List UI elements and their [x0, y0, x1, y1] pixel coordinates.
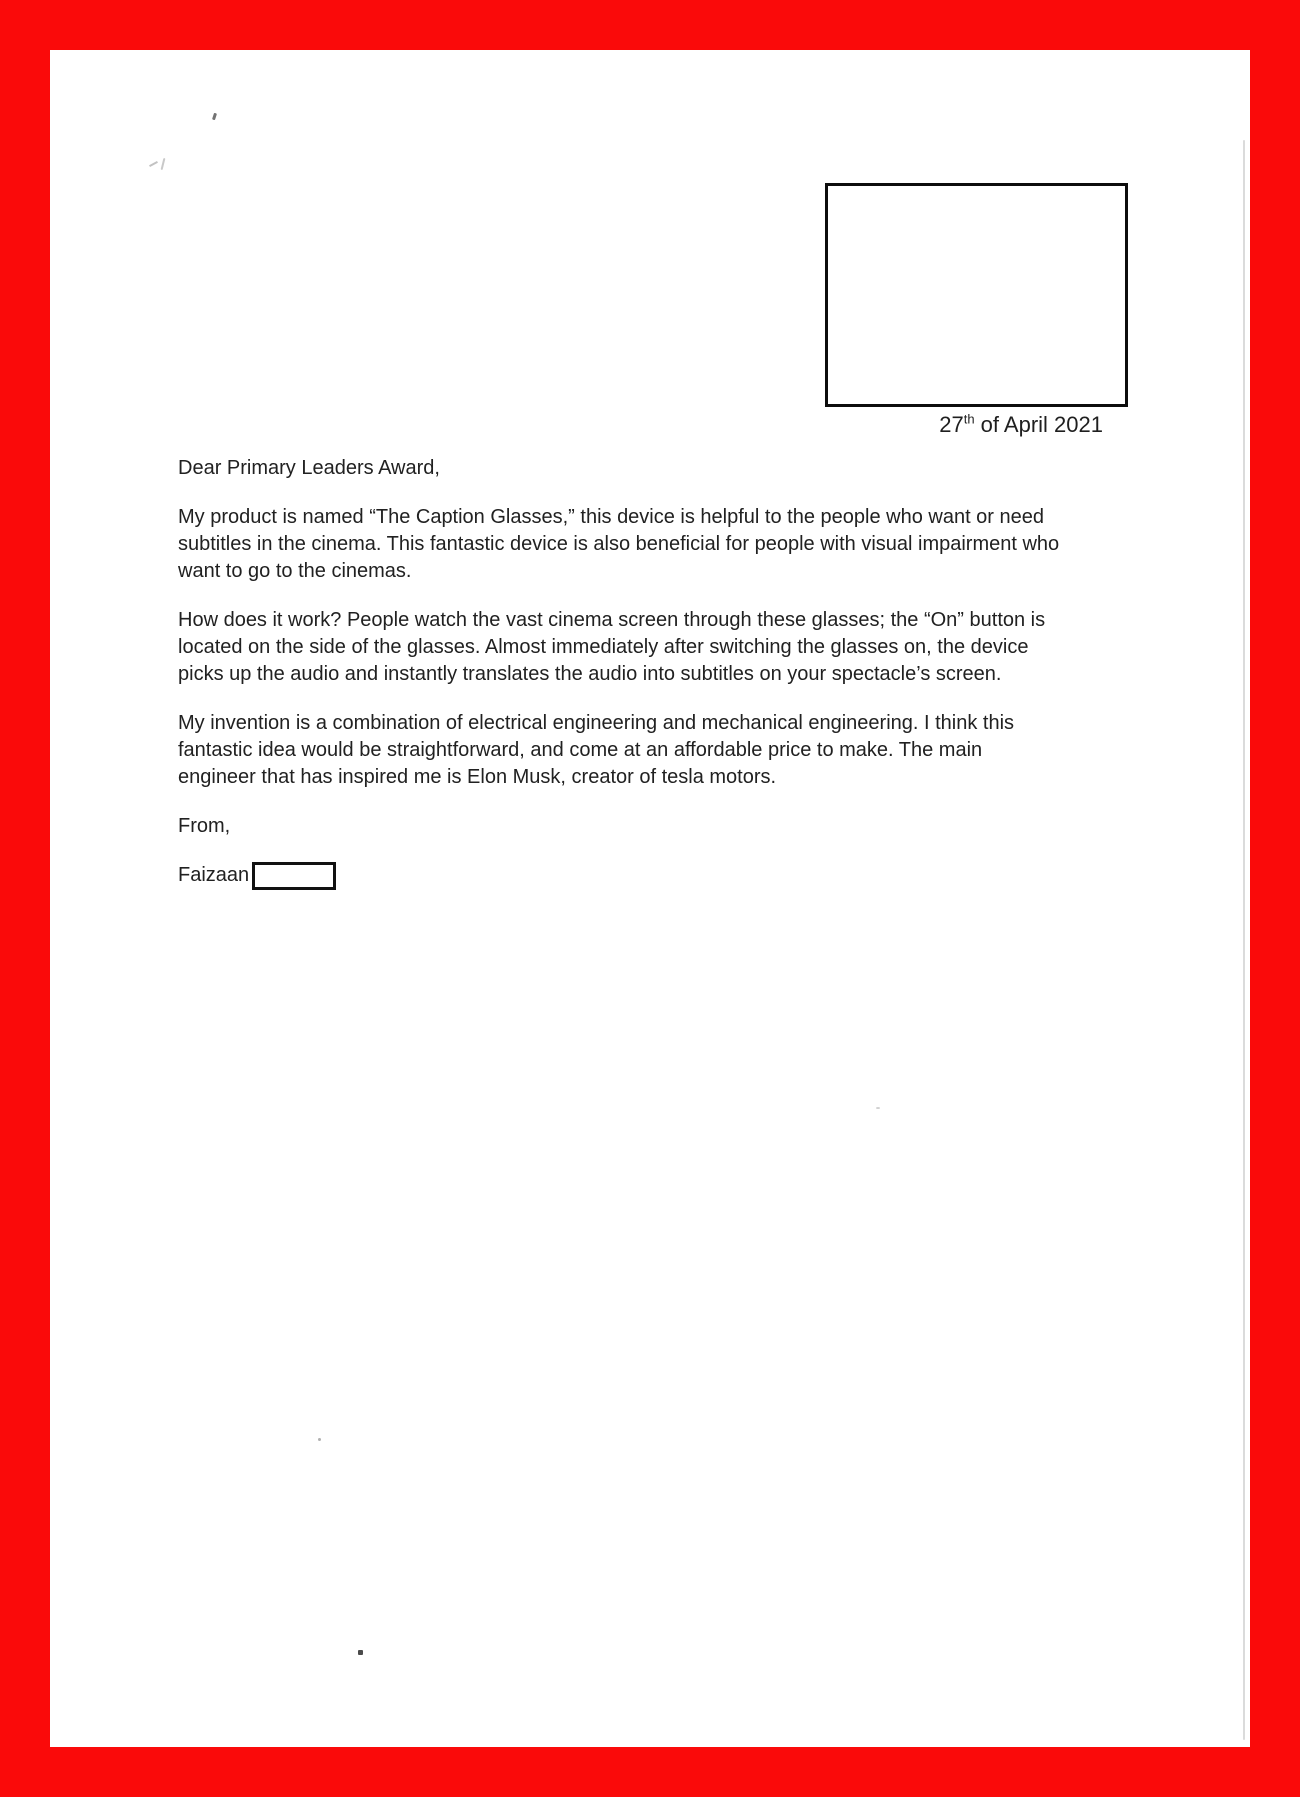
- greeting: [178, 455, 1128, 482]
- scan-edge-shadow: [1243, 140, 1245, 1740]
- scan-artifact-pencil-mark: [161, 158, 166, 170]
- signature-name: Faizaan: [178, 864, 250, 886]
- paragraph-line: want to go to the cinemas.: [178, 560, 412, 582]
- paragraph-line: My product is named “The Caption Glasses,” this device is helpful to the people who want or need: [178, 506, 1045, 528]
- paragraph-invention: [178, 710, 1128, 791]
- greeting-text: Dear Primary Leaders Award,: [178, 457, 440, 479]
- letter-body: [178, 455, 1128, 889]
- empty-photo-placeholder-box: [825, 183, 1128, 407]
- date-ordinal: th: [963, 411, 975, 427]
- closing: [178, 813, 1128, 840]
- signature-row: [178, 862, 1128, 889]
- paragraph-how-it-works: [178, 607, 1128, 688]
- letter-date: [700, 412, 1103, 438]
- scan-artifact-dot: [358, 1650, 363, 1655]
- paragraph-line: My invention is a combination of electrical engineering and mechanical engineering. I think this: [178, 712, 1015, 734]
- paragraph-line: fantastic idea would be straightforward, and come at an affordable price to make. The main: [178, 739, 983, 761]
- closing-text: From,: [178, 815, 231, 837]
- scan-artifact-dot: [876, 1107, 880, 1109]
- scan-artifact-dot: [318, 1438, 321, 1441]
- scan-artifact-pencil-mark: [149, 161, 158, 167]
- scan-artifact-mark: [212, 113, 217, 121]
- date-day: 27: [939, 412, 964, 437]
- paragraph-line: subtitles in the cinema. This fantastic device is also beneficial for people with visual impairment who: [178, 533, 1060, 555]
- paragraph-line: located on the side of the glasses. Almost immediately after switching the glasses on, the device: [178, 636, 1029, 658]
- paragraph-line: picks up the audio and instantly translates the audio into subtitles on your spectacle’s screen.: [178, 663, 1002, 685]
- letter-page: [50, 50, 1250, 1747]
- paragraph-product: [178, 504, 1128, 585]
- redacted-surname-box: [252, 862, 336, 890]
- date-rest: of April 2021: [974, 412, 1103, 437]
- paragraph-line: engineer that has inspired me is Elon Musk, creator of tesla motors.: [178, 766, 777, 788]
- paragraph-line: How does it work? People watch the vast cinema screen through these glasses; the “On” button is: [178, 609, 1046, 631]
